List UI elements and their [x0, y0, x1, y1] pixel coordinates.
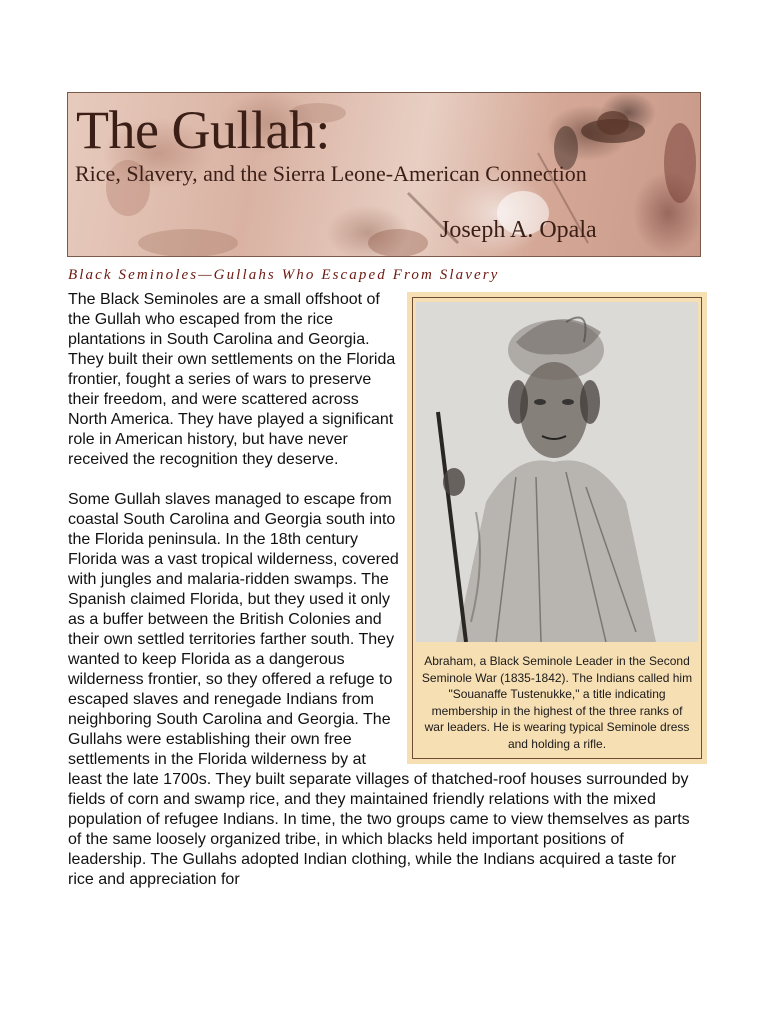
document-title: The Gullah: — [76, 100, 330, 160]
paragraph-1: The Black Seminoles are a small offshoot of the Gullah who escaped from the rice plantations in South Carolina and Georgia. They built their own settlements on the Florida frontier, fought a series of wars to preserve their freedom, and were scattered across North America. They have played a significant role in American history, but have never received the recognition they deserve. — [68, 291, 396, 468]
section-heading: Black Seminoles—Gullahs Who Escaped From Slavery — [68, 267, 500, 283]
figure-box — [407, 292, 707, 764]
document-subtitle: Rice, Slavery, and the Sierra Leone-American Connection — [75, 161, 587, 186]
portrait-image — [416, 302, 698, 642]
title-banner — [67, 92, 701, 257]
paragraph-2: Some Gullah slaves managed to escape from coastal South Carolina and Georgia south into the Florida peninsula. In the 18th century Florida was a vast tropical wilderness, covered with jungles and malaria-ridden swamps. The Spanish claimed Florida, but they used it only as a buffer between the British Colonies and their own settled territories farther south. They wanted to keep Florida as a dangerous wilderness frontier, so they offered a refuge to escaped slaves and renegade Indians from neighboring South Carolina and Georgia. The Gullahs were establishing their own free settlements in the Florida wilderness by at least the late 1700s. They built separate villages of thatched-roof houses surrounded by fields of corn and swamp rice, and they maintained friendly relations with the mixed population of refugee Indians. In time, the two groups came to view themselves as parts of the same loosely organized tribe, in which blacks held important positions of leadership. The Gullahs adopted Indian clothing, while the Indians acquired a taste for rice and appreciation for — [68, 491, 690, 888]
article-body — [68, 290, 702, 890]
figure-caption: Abraham, a Black Seminole Leader in the Second Seminole War (1835-1842). The Indians called him "Souanaffe Tustenukke," a title indicating membership in the highest of the three ranks of war leaders. He is wearing typical Seminole dress and holding a rifle. — [421, 654, 693, 751]
portrait-sketch — [416, 302, 698, 642]
author-name: Joseph A. Opala — [440, 217, 597, 243]
